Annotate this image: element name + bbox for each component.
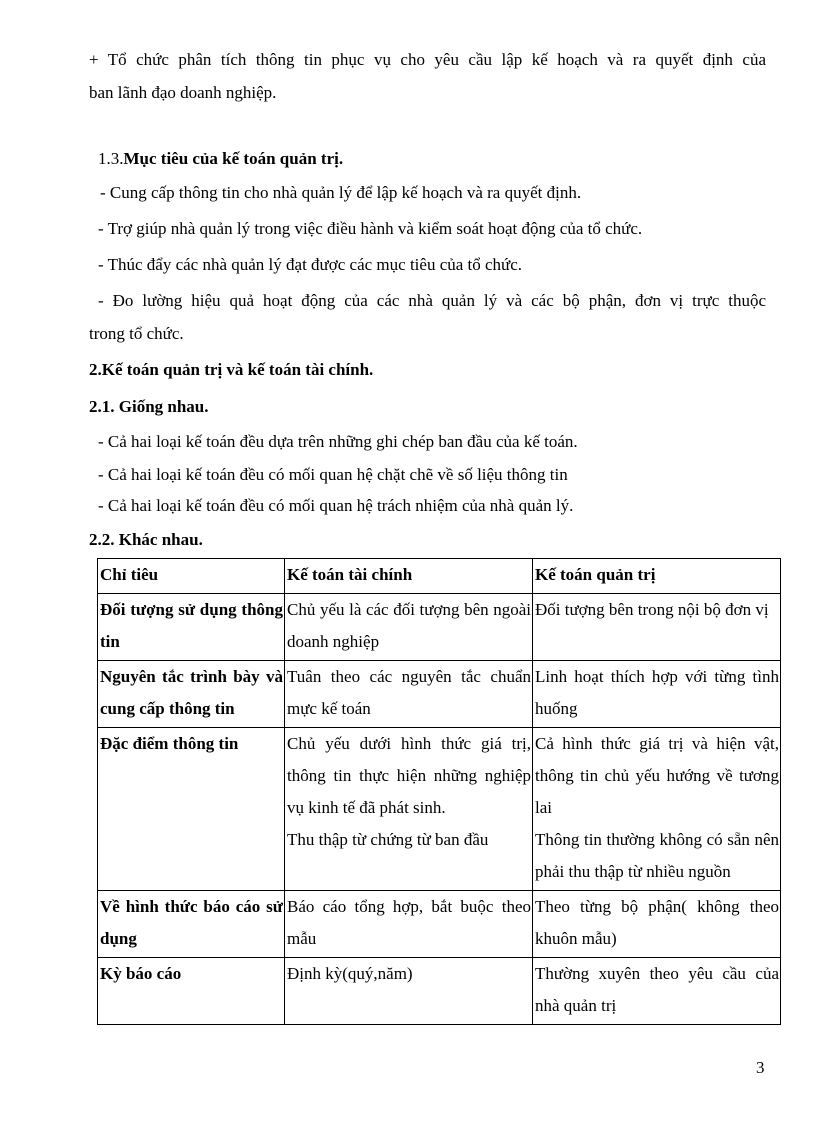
row-financial: Tuân theo các nguyên tắc chuẩn mực kế toán: [285, 661, 533, 728]
heading-2-2: 2.2. Khác nhau.: [89, 530, 203, 549]
table-row: [98, 594, 781, 661]
heading-1-3-number: 1.3.: [98, 149, 124, 168]
header-management: Kế toán quản trị: [533, 559, 781, 594]
row-management: Đối tượng bên trong nội bộ đơn vị: [533, 594, 781, 661]
comparison-table: [97, 558, 781, 1025]
row-management: Thường xuyên theo yêu cầu của nhà quản trị: [533, 958, 781, 1025]
intro-line-1: + Tổ chức phân tích thông tin phục vụ cho yêu cầu lập kế hoạch và ra quyết định của: [89, 50, 766, 69]
intro-line-2: ban lãnh đạo doanh nghiệp.: [89, 83, 277, 102]
row-criterion: Đặc điểm thông tin: [98, 728, 285, 891]
table-row: [98, 891, 781, 958]
heading-1-3-title: Mục tiêu của kế toán quản trị.: [123, 149, 344, 168]
table-row: [98, 728, 781, 891]
objective-item-2: - Trợ giúp nhà quản lý trong việc điều hành và kiểm soát hoạt động của tổ chức.: [98, 219, 643, 238]
heading-2: 2.Kế toán quản trị và kế toán tài chính.: [89, 360, 374, 379]
row-criterion: Đối tượng sử dụng thông tin: [98, 594, 285, 661]
row-management: Theo từng bộ phận( không theo khuôn mẫu): [533, 891, 781, 958]
row-management: Linh hoạt thích hợp với từng tình huống: [533, 661, 781, 728]
table-row: [98, 958, 781, 1025]
similarity-item-3: - Cả hai loại kế toán đều có mối quan hệ trách nhiệm của nhà quản lý.: [98, 496, 574, 515]
objective-item-1: - Cung cấp thông tin cho nhà quản lý để lập kế hoạch và ra quyết định.: [100, 183, 582, 202]
row-criterion: Kỳ báo cáo: [98, 958, 285, 1025]
row-criterion: Về hình thức báo cáo sử dụng: [98, 891, 285, 958]
row-financial: Chủ yếu là các đối tượng bên ngoài doanh nghiệp: [285, 594, 533, 661]
table-header-row: [98, 559, 781, 594]
objective-item-4-cont: trong tổ chức.: [89, 324, 184, 343]
row-management: Cả hình thức giá trị và hiện vật, thông tin chủ yếu hướng về tương lai Thông tin thường không có sẵn nên phải thu thập từ nhiều nguồn: [533, 728, 781, 891]
objective-item-4: - Đo lường hiệu quả hoạt động của các nhà quản lý và các bộ phận, đơn vị trực thuộc: [98, 291, 766, 310]
similarity-item-1: - Cả hai loại kế toán đều dựa trên những ghi chép ban đầu của kế toán.: [98, 432, 578, 451]
header-criterion: Chỉ tiêu: [98, 559, 285, 594]
table-row: [98, 661, 781, 728]
row-financial: Định kỳ(quý,năm): [285, 958, 533, 1025]
row-financial: Chủ yếu dưới hình thức giá trị, thông tin thực hiện những nghiệp vụ kinh tế đã phát sinh. Thu thập từ chứng từ ban đầu: [285, 728, 533, 891]
heading-2-1: 2.1. Giống nhau.: [89, 397, 209, 416]
header-financial: Kế toán tài chính: [285, 559, 533, 594]
similarity-item-2: - Cả hai loại kế toán đều có mối quan hệ chặt chẽ về số liệu thông tin: [98, 465, 568, 484]
row-financial: Báo cáo tổng hợp, bắt buộc theo mẫu: [285, 891, 533, 958]
page-number: 3: [756, 1058, 765, 1077]
heading-1-3: [98, 149, 343, 169]
objective-item-3: - Thúc đẩy các nhà quản lý đạt được các mục tiêu của tổ chức.: [98, 255, 523, 274]
row-criterion: Nguyên tắc trình bày và cung cấp thông tin: [98, 661, 285, 728]
